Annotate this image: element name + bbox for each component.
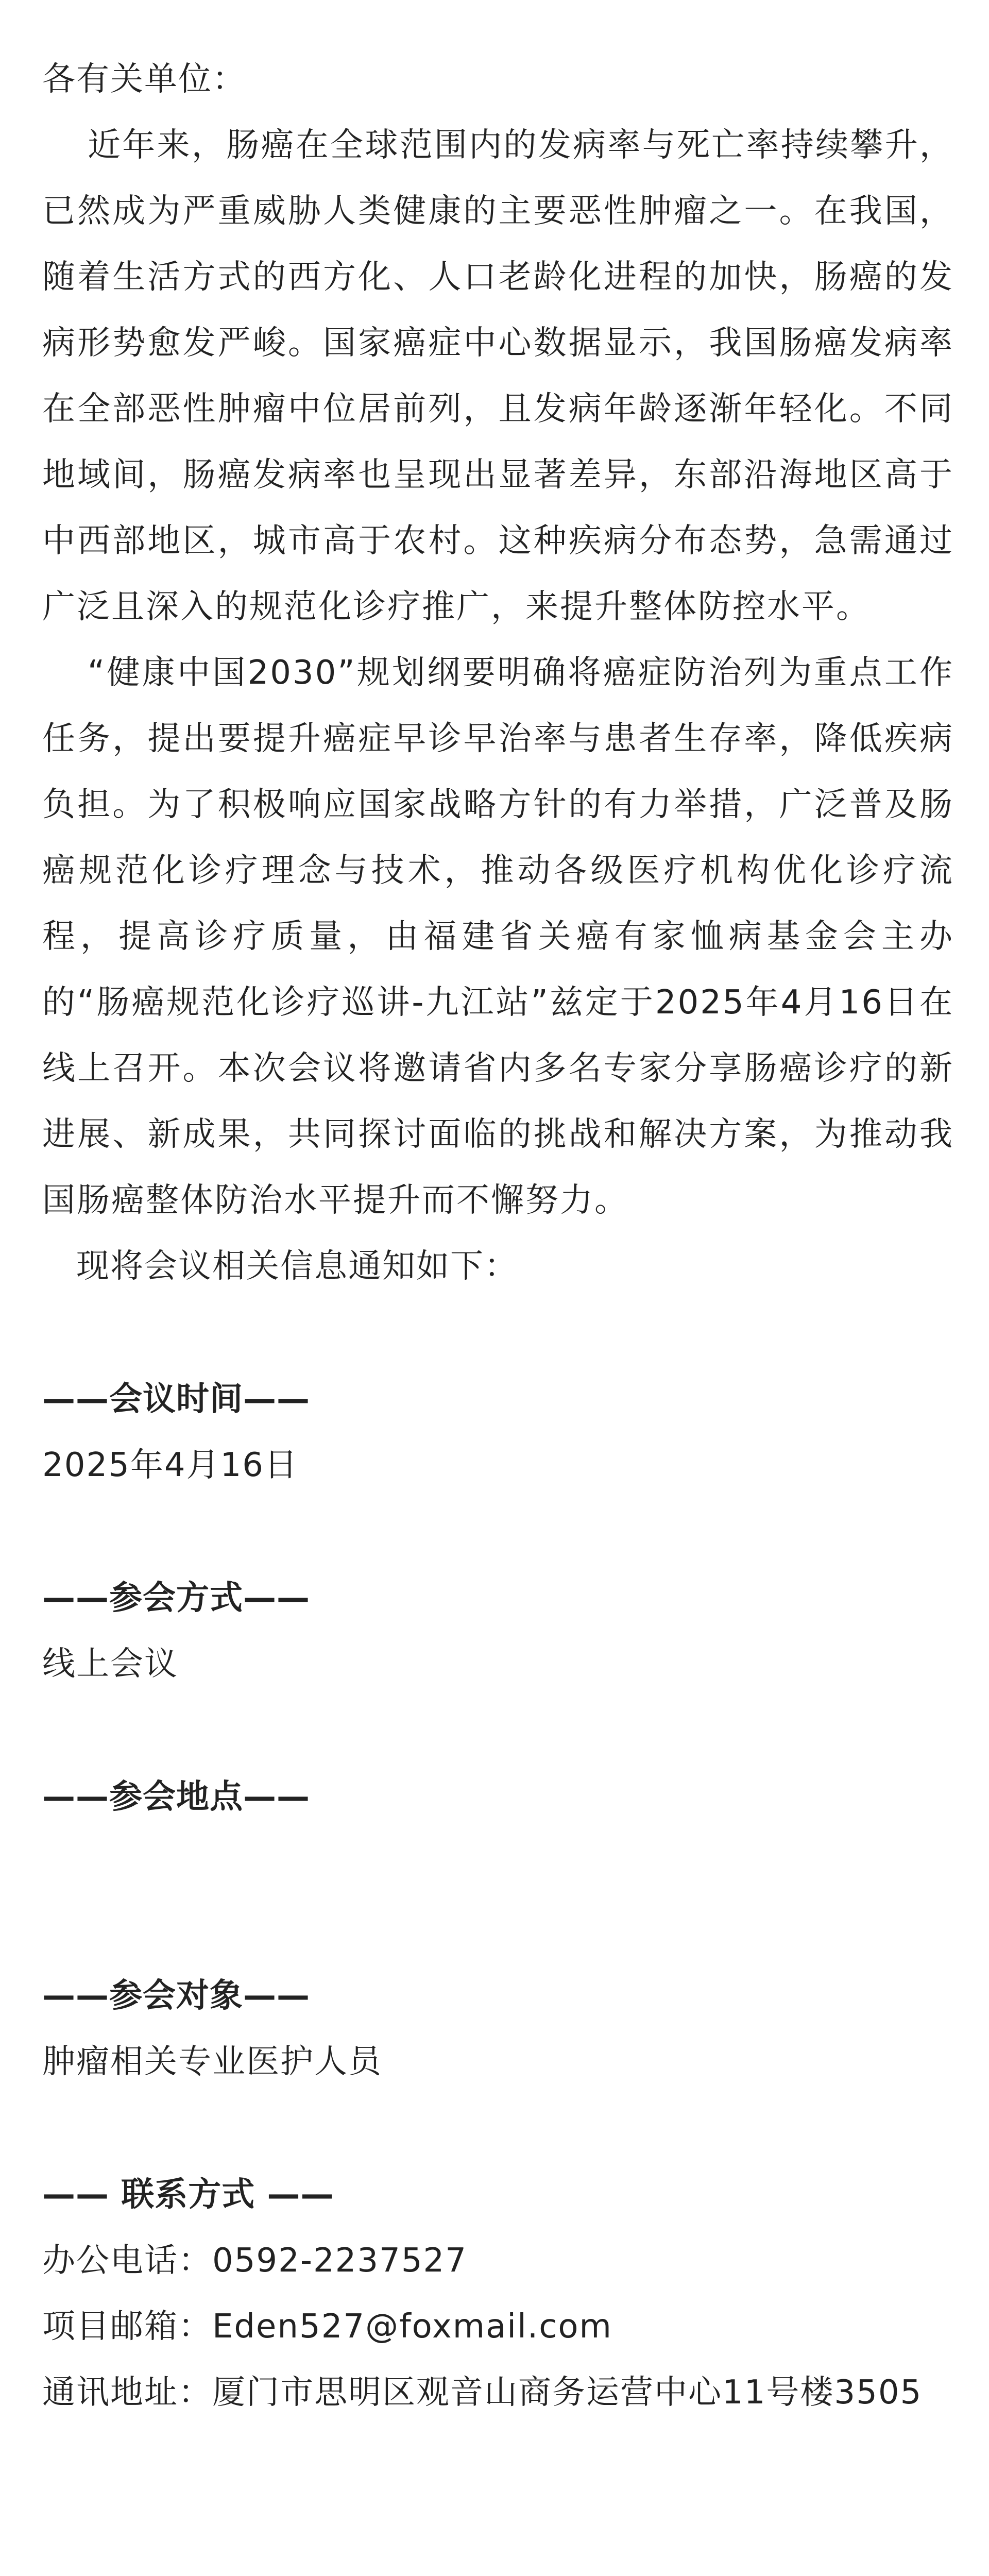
section-heading-method: ——参会方式—— <box>42 1579 310 1617</box>
section-audience <box>42 1963 954 2095</box>
notice-intro-line: 现将会议相关信息通知如下： <box>76 1247 518 1285</box>
section-heading-location: ——参会地点—— <box>42 1778 310 1816</box>
contact-address: 通讯地址：厦门市思明区观音山商务运营中心11号楼3505 <box>42 2374 923 2412</box>
section-heading-contact: —— 联系方式 —— <box>42 2176 334 2214</box>
contact-phone: 办公电话：0592-2237527 <box>42 2242 467 2280</box>
salutation: 各有关单位： <box>42 60 246 98</box>
contact-email: 项目邮箱：Eden527@foxmail.com <box>42 2308 612 2346</box>
section-venue <box>42 1764 954 1896</box>
section-contact <box>42 2162 954 2426</box>
meeting-date: 2025年4月16日 <box>42 1446 299 1484</box>
attendance-method: 线上会议 <box>42 1645 178 1683</box>
section-heading-time: ——会议时间—— <box>42 1380 310 1418</box>
section-attendance-method <box>42 1565 954 1697</box>
section-meeting-time <box>42 1366 954 1498</box>
audience-value: 肿瘤相关专业医护人员 <box>42 2043 382 2081</box>
paragraph-background: 近年来，肠癌在全球范围内的发病率与死亡率持续攀升，已然成为严重威胁人类健康的主要恶性肿瘤之一。在我国，随着生活方式的西方化、人口老龄化进程的加快，肠癌的发病形势愈发严峻。国家癌症中心数据显示，我国肠癌发病率在全部恶性肿瘤中位居前列，且发病年龄逐渐年轻化。不同地域间，肠癌发病率也呈现出显著差异，东部沿海地区高于中西部地区，城市高于农村。这种疾病分布态势，急需通过广泛且深入的规范化诊疗推广，来提升整体防控水平。 <box>42 126 954 626</box>
paragraph-purpose: “健康中国2030”规划纲要明确将癌症防治列为重点工作任务，提出要提升癌症早诊早治率与患者生存率，降低疾病负担。为了积极响应国家战略方针的有力举措，广泛普及肠癌规范化诊疗理念与技术，推动各级医疗机构优化诊疗流程，提高诊疗质量，由福建省关癌有家恤病基金会主办的“肠癌规范化诊疗巡讲-九江站”兹定于2025年4月16日在线上召开。本次会议将邀请省内多名专家分享肠癌诊疗的新进展、新成果，共同探讨面临的挑战和解决方案，为推动我国肠癌整体防治水平提升而不懈努力。 <box>42 654 954 1219</box>
section-heading-audience: ——参会对象—— <box>42 1977 310 2015</box>
venue-value <box>42 1830 954 1896</box>
notice-article <box>42 46 954 2426</box>
